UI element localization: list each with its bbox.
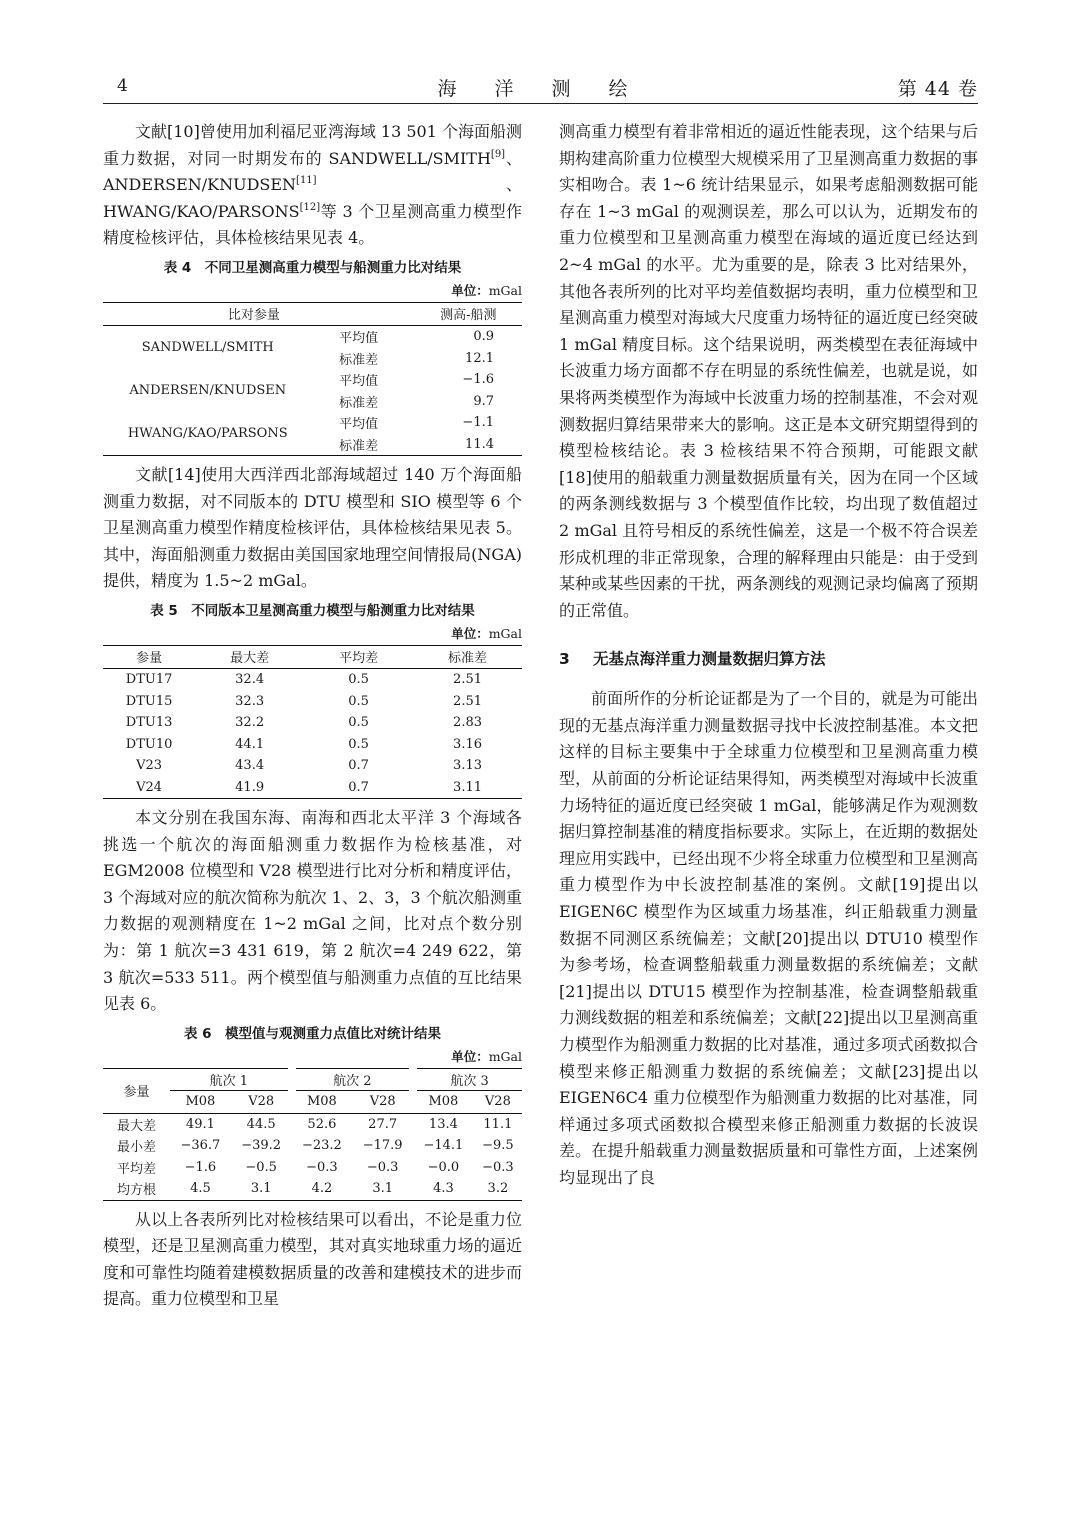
table-cell: V24 <box>136 779 163 795</box>
table-cell: 均方根 <box>117 1183 157 1199</box>
table-header-cell: 最大差 <box>195 645 304 668</box>
table-row <box>103 1113 522 1135</box>
stat-cell: 平均值 <box>339 331 379 347</box>
table-row <box>103 712 522 734</box>
table-cell: −0.0 <box>427 1159 460 1175</box>
table-header-row <box>103 1068 522 1091</box>
stat-cell: 平均值 <box>339 374 379 390</box>
table-cell: 2.83 <box>453 715 482 731</box>
table-header-cell: 测高-船测 <box>405 302 522 325</box>
value-cell: 12.1 <box>465 350 494 366</box>
table-cell: 4.5 <box>190 1181 211 1197</box>
table-row <box>103 369 522 391</box>
table5 <box>103 645 522 799</box>
table-cell: −0.3 <box>366 1159 399 1175</box>
table-cell: 0.5 <box>348 736 369 752</box>
table-cell: −39.2 <box>241 1138 282 1154</box>
stat-cell: 标准差 <box>339 352 379 368</box>
paragraph-section3: 前面所作的分析论证都是为了一个目的，就是为可能出现的无基点海洋重力测量数据寻找中长波控制基准。本文把这样的目标主要集中于全球重力位模型和卫星测高重力模型，从前面的分析论证结果得知，两类模型对海域中长波重力场特征的逼近度已经突破 1 mGal，能够满足作为观测数据归算控制基准的精度指标要求。实际上，在近期的数据处理应用实践中，已经出现不少将全球重力位模型和卫星测高重力模型作为中长波控制基准的案例。文献[19]提出以 EIGEN6C 模型作为区域重力场基准，纠正船载重力测量数据不同测区系统偏差；文献[20]提出以 DTU10 模型作为参考场，检查调整船载重力测量数据的系统偏差；文献[21]提出以 DTU15 模型作为控制基准，检查调整船载重力测线数据的粗差和系统偏差；文献[22]提出以卫星测高重力模型作为船测重力数据的比对基准，通过多项式函数拟合模型来修正船测重力数据的系统偏差；文献[23]提出以 EIGEN6C4 重力位模型作为船测重力数据的比对基准，同样通过多项式函数拟合模型来修正船测重力数据的长波误差。在提升船载重力测量数据质量和可靠性方面，上述案例均显现出了良 <box>559 689 978 1187</box>
right-column <box>559 119 978 1192</box>
table-row <box>103 412 522 434</box>
table-cell: DTU10 <box>125 736 173 752</box>
value-cell: −1.1 <box>462 415 494 431</box>
table-cell: −9.5 <box>482 1138 514 1154</box>
table-cell: 最小差 <box>117 1140 157 1156</box>
value-cell: 9.7 <box>473 393 494 409</box>
table-cell: 44.1 <box>235 736 265 752</box>
table-row <box>103 325 522 347</box>
table-cell: 49.1 <box>185 1116 215 1132</box>
table-cell: 3.2 <box>487 1181 509 1197</box>
table-cell: −0.3 <box>482 1159 514 1175</box>
table-cell: V23 <box>136 758 163 774</box>
table6-unit: 单位：mGal <box>451 1048 522 1064</box>
table-row <box>103 1135 522 1157</box>
table-cell: 44.5 <box>246 1116 276 1132</box>
paragraph-intro-table4: 文献[10]曾使用加利福尼亚湾海域 13 501 个海面船测重力数据，对同一时期发布的 SANDWELL/SMITH[9]、ANDERSEN/KNUDSEN[11]、HWANG/KAO/PARSONS[12]等 3 个卫星测高重力模型作精度检核评估，具体检核结果见表 4。 <box>103 122 523 248</box>
table4-caption: 表 4 不同卫星测高重力模型与船测重力比对结果 <box>163 259 462 276</box>
table-cell: −1.6 <box>184 1159 217 1175</box>
paragraph-discussion: 从以上各表所列比对检核结果可以看出，不论是重力位模型，还是卫星测高重力模型，其对真实地球重力场的逼近度和可靠性均随着建模数据质量的改善和建模技术的进步而提高。重力位模型和卫星 <box>103 1209 522 1309</box>
table-cell: −36.7 <box>180 1138 221 1154</box>
table-cell: 52.6 <box>307 1116 337 1132</box>
table-header-row <box>103 302 522 325</box>
table-cell: 32.2 <box>235 715 265 731</box>
table-cell: 0.5 <box>348 715 369 731</box>
table-group-header: 航次 1 <box>170 1068 292 1091</box>
table-cell: 4.2 <box>311 1181 333 1197</box>
table-cell: 11.1 <box>483 1116 513 1132</box>
table-cell: 32.4 <box>235 672 265 688</box>
table-header-cell: 比对参量 <box>103 302 405 325</box>
table-cell: −17.9 <box>362 1138 403 1154</box>
table-cell: DTU15 <box>125 693 173 709</box>
table-subheader-cell: M08 <box>292 1091 353 1114</box>
table-cell: 最大差 <box>117 1118 157 1134</box>
page-number: 4 <box>117 76 128 96</box>
left-column <box>103 119 522 1313</box>
section-number: 3 <box>559 650 570 669</box>
table6-caption: 表 6 模型值与观测重力点值比对统计结果 <box>183 1025 442 1042</box>
header-rule <box>103 103 978 104</box>
table-cell: DTU13 <box>125 715 173 731</box>
table-cell: 27.7 <box>368 1116 398 1132</box>
table4 <box>103 302 522 456</box>
table-cell: 0.5 <box>348 672 369 688</box>
table-subheader-cell: V28 <box>474 1091 522 1114</box>
table-subheader-cell: M08 <box>413 1091 474 1114</box>
table-cell: 3.1 <box>250 1181 272 1197</box>
running-header <box>103 74 978 104</box>
table-cell: 41.9 <box>235 779 265 795</box>
table-subheader-cell: V28 <box>352 1091 413 1114</box>
paragraph-intro-table6: 本文分别在我国东海、南海和西北太平洋 3 个海域各挑选一个航次的海面船测重力数据作为检核基准，对 EGM2008 位模型和 V28 模型进行比对分析和精度评估，3 个海域对应的航次简称为航次 1、2、3，3 个航次船测重力数据的观测精度在 1~2 mGal 之间，比对点个数分别为：第 1 航次=3 431 619，第 2 航次=4 249 622，第 3 航次=533 511。两个模型值与船测重力点值的互比结果见表 6。 <box>103 807 522 1014</box>
table-row <box>103 690 522 712</box>
table-cell: 4.3 <box>433 1181 454 1197</box>
table-cell: −0.3 <box>306 1159 338 1175</box>
paragraph-intro-table5: 文献[14]使用大西洋西北部海域超过 140 万个海面船测重力数据，对不同版本的 DTU 模型和 SIO 模型等 6 个卫星测高重力模型作精度检核评估，具体检核结果见表 5。其中，海面船测重力数据由美国国家地理空间情报局(NGA)提供，精度为 1.5~2 mGal。 <box>103 464 522 591</box>
stat-cell: 标准差 <box>339 395 379 411</box>
table-cell: 平均差 <box>117 1161 157 1177</box>
table-cell: 32.3 <box>235 693 265 709</box>
table-subheader-cell: V28 <box>231 1091 292 1114</box>
table-header-row <box>103 645 522 668</box>
table-cell: −23.2 <box>301 1138 342 1154</box>
table-cell: 3.16 <box>453 736 482 752</box>
model-name-cell: SANDWELL/SMITH <box>141 339 274 355</box>
table-subheader-cell: M08 <box>170 1091 231 1114</box>
model-name-cell: ANDERSEN/KNUDSEN <box>129 382 287 398</box>
table-cell: 2.51 <box>453 672 482 688</box>
table-group-header: 航次 3 <box>413 1068 522 1091</box>
stat-cell: 标准差 <box>339 438 379 454</box>
table-row <box>103 1178 522 1200</box>
table-header-cell: 标准差 <box>413 645 522 668</box>
model-name-cell: HWANG/KAO/PARSONS <box>127 425 288 441</box>
table-cell: 13.4 <box>428 1116 458 1132</box>
table-header-cell: 参量 <box>103 1068 170 1113</box>
section-heading <box>559 646 978 672</box>
table-cell: 3.11 <box>453 779 482 795</box>
table-cell: 2.51 <box>453 693 482 709</box>
value-cell: −1.6 <box>462 372 494 388</box>
table5-caption: 表 5 不同版本卫星测高重力模型与船测重力比对结果 <box>150 602 475 619</box>
table-row <box>103 755 522 777</box>
table-row <box>103 668 522 690</box>
table-cell: 0.7 <box>348 758 369 774</box>
table-cell: 0.7 <box>348 779 369 795</box>
value-cell: 11.4 <box>465 436 494 452</box>
table-cell: −14.1 <box>423 1138 464 1154</box>
table-row <box>103 776 522 798</box>
table-row <box>103 1157 522 1179</box>
table-cell: −0.5 <box>245 1159 277 1175</box>
table-group-header: 航次 2 <box>292 1068 414 1091</box>
table-cell: 0.5 <box>348 693 369 709</box>
table-header-cell: 参量 <box>103 645 195 668</box>
table-cell: 3.1 <box>372 1181 393 1197</box>
table-header-cell: 平均差 <box>304 645 413 668</box>
table-cell: 43.4 <box>235 758 265 774</box>
table4-unit: 单位：mGal <box>451 282 522 298</box>
table5-unit: 单位：mGal <box>451 625 522 641</box>
paragraph-discussion-continued: 测高重力模型有着非常相近的逼近性能表现，这个结果与后期构建高阶重力位模型大规模采用了卫星测高重力数据的事实相吻合。表 1~6 统计结果显示，如果考虑船测数据可能存在 1~3 mGal 的观测误差，那么可以认为，近期发布的重力位模型和卫星测高重力模型在海域的逼近度已经达到 2~4 mGal 的水平。尤为重要的是，除表 3 比对结果外，其他各表所列的比对平均差值数据均表明，重力位模型和卫星测高重力模型对海域大尺度重力场特征的逼近度已经突破 1 mGal 精度目标。这个结果说明，两类模型在表征海域中长波重力场方面都不存在明显的系统性偏差，也就是说，如果将两类模型作为海域中长波重力场的控制基准，不会对观测数据归算结果带来大的影响。这正是本文研究期望得到的模型检核结论。表 3 检核结果不符合预期，可能跟文献[18]使用的船载重力测量数据质量有关，因为在同一个区域的两条测线数据与 3 个模型值作比较，均出现了数值超过 2 mGal 且符号相反的系统性偏差，这是一个极不符合误差形成机理的非正常现象，合理的解释理由只能是：由于受到某种或某些因素的干扰，两条测线的观测记录均偏离了预期的正常值。 <box>559 122 978 620</box>
journal-title: 海 洋 测 绘 <box>437 78 644 100</box>
table-cell: 3.13 <box>453 758 482 774</box>
table-cell: DTU17 <box>125 672 173 688</box>
value-cell: 0.9 <box>473 329 494 345</box>
table6 <box>103 1068 522 1201</box>
table-row <box>103 733 522 755</box>
stat-cell: 平均值 <box>339 417 379 433</box>
volume-label: 第 44 卷 <box>897 78 978 100</box>
section-title: 无基点海洋重力测量数据归算方法 <box>593 650 826 669</box>
